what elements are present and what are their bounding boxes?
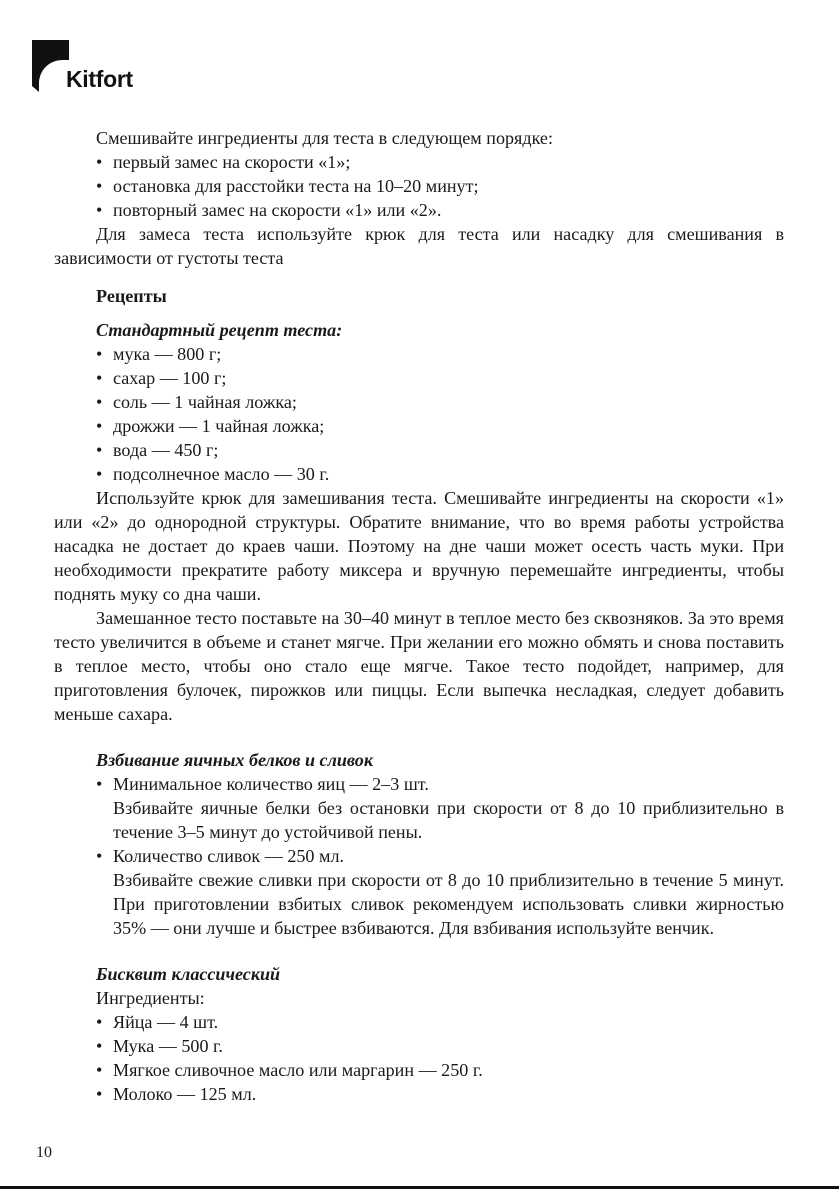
whipping-item-text: Взбивайте яичные белки без остановки при скорости от 8 до 10 приблизительно в течение 3–5 минут до устойчивой пены. <box>113 798 784 842</box>
recipes-heading: Рецепты <box>96 286 167 306</box>
biscuit-lead: Ингредиенты: <box>96 988 205 1008</box>
whipping-item-label: • Количество сливок — 250 мл. <box>54 844 784 868</box>
intro-step: • первый замес на скорости «1»; <box>54 150 784 174</box>
brand-logo <box>32 40 192 96</box>
intro-step: • остановка для расстойки теста на 10–20 минут; <box>54 174 784 198</box>
standard-paragraph-1: Используйте крюк для замешивания теста. Смешивайте ингредиенты на скорости «1» или «2» до однородной структуры. Обратите внимание, что во время работы устройства насадка не достает до краев чаши. Поэтому на дне чаши может осесть часть муки. При необходимости прекратите работу миксера и вручную перемешайте ингредиенты, чтобы поднять муку со дна чаши. <box>54 488 784 604</box>
whipping-title: Взбивание яичных белков и сливок <box>96 750 373 770</box>
whipping-item-label: • Минимальное количество яиц — 2–3 шт. <box>54 772 784 796</box>
biscuit-title: Бисквит классический <box>96 964 281 984</box>
ingredient-item: • мука — 800 г; <box>54 342 784 366</box>
intro-step: • повторный замес на скорости «1» или «2». <box>54 198 784 222</box>
ingredient-item: • Молоко — 125 мл. <box>54 1082 784 1106</box>
page-content <box>54 126 784 1106</box>
ingredient-item: • подсолнечное масло — 30 г. <box>54 462 784 486</box>
ingredient-item: • дрожжи — 1 чайная ложка; <box>54 414 784 438</box>
page-number: 10 <box>36 1144 52 1161</box>
ingredient-item: • Мягкое сливочное масло или маргарин — 250 г. <box>54 1058 784 1082</box>
intro-lead: Смешивайте ингредиенты для теста в следующем порядке: <box>96 128 553 148</box>
ingredient-item: • соль — 1 чайная ложка; <box>54 390 784 414</box>
brand-name: Kitfort <box>66 66 133 92</box>
ingredient-item: • сахар — 100 г; <box>54 366 784 390</box>
ingredient-item: • вода — 450 г; <box>54 438 784 462</box>
ingredient-item: • Яйца — 4 шт. <box>54 1010 784 1034</box>
intro-note: Для замеса теста используйте крюк для теста или насадку для смешивания в зависимости от густоты теста <box>54 224 784 268</box>
standard-paragraph-2: Замешанное тесто поставьте на 30–40 минут в теплое место без сквозняков. За это время тесто увеличится в объеме и станет мягче. При желании его можно обмять и снова поставить в теплое место, чтобы оно стало еще мягче. Такое тесто подойдет, например, для приготовления булочек, пирожков или пиццы. Если выпечка несладкая, следует добавить меньше сахара. <box>54 608 784 724</box>
whipping-item-text: Взбивайте свежие сливки при скорости от 8 до 10 приблизительно в течение 5 минут. При приготовлении взбитых сливок рекомендуем использовать сливки жирностью 35% — они лучше и быстрее взбиваются. Для взбивания используйте венчик. <box>113 870 784 938</box>
ingredient-item: • Мука — 500 г. <box>54 1034 784 1058</box>
standard-recipe-title: Стандартный рецепт теста: <box>96 320 343 340</box>
